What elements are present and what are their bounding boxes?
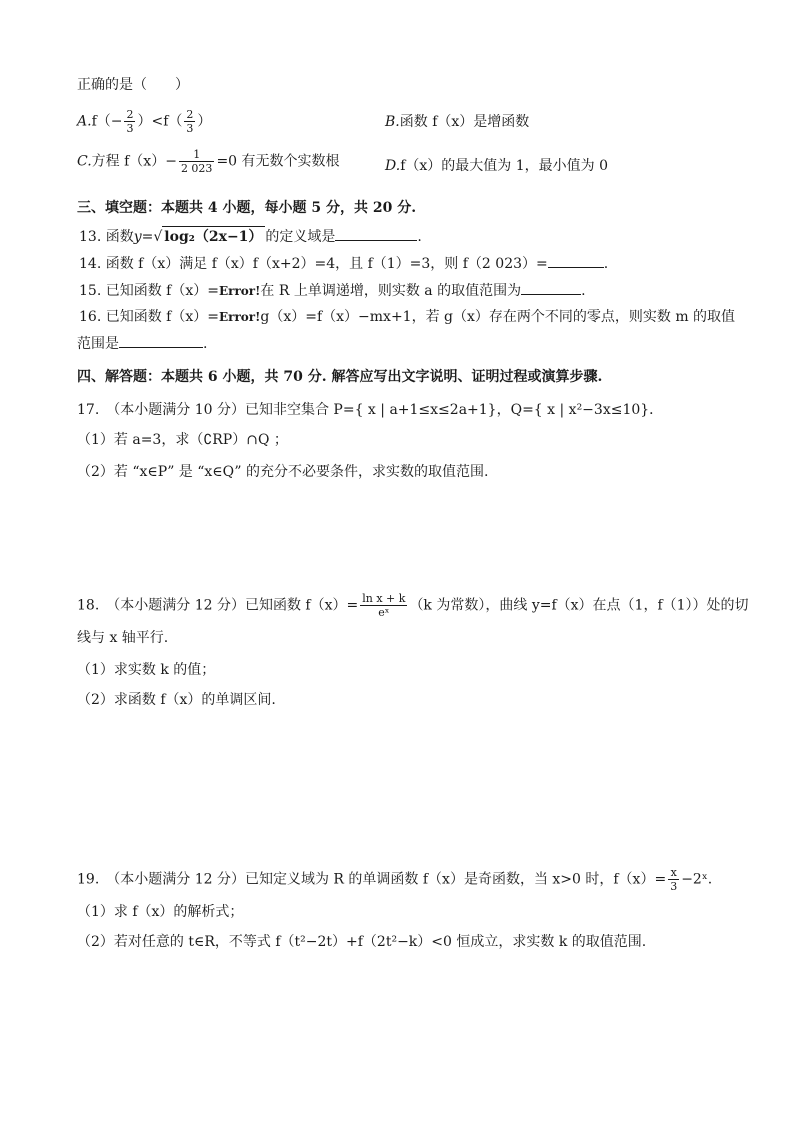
q12-option-a bbox=[77, 108, 211, 135]
q16 bbox=[79, 307, 735, 327]
option-a-mid: ）< bbox=[137, 113, 164, 130]
q12-option-d bbox=[385, 156, 608, 176]
q15-error: Error! bbox=[218, 284, 261, 298]
q14-text: 函数 f（x）满足 f（x）f（x+2）=4，且 f（1）=3，则 f（2 023）= bbox=[105, 256, 548, 272]
q13-t2: y= bbox=[133, 229, 154, 245]
option-a-frac1 bbox=[124, 108, 135, 135]
q12-option-b bbox=[385, 112, 529, 132]
q16-t2: g（x）=f（x）−mx+1，若 g（x）存在两个不同的零点，则实数 m 的取值 bbox=[260, 309, 736, 325]
q15-t1: 已知函数 f（x）= bbox=[105, 283, 219, 299]
frac-den: 2 023 bbox=[180, 162, 213, 175]
frac-num: 2 bbox=[126, 108, 134, 121]
q19-part2: （2）若对任意的 t∈R，不等式 f（t²−2t）+f（2t²−k）<0 恒成立，求实数 k 的取值范围. bbox=[77, 934, 647, 950]
q19-t2: −2ˣ. bbox=[681, 871, 713, 888]
q19-part1: （1）求 f（x）的解析式； bbox=[77, 904, 244, 920]
option-a-frac2 bbox=[184, 108, 195, 135]
q15-end: . bbox=[581, 283, 586, 299]
q16-end: . bbox=[203, 336, 208, 352]
option-a-end: ） bbox=[197, 113, 212, 130]
q16-num: 16. bbox=[79, 309, 102, 325]
q15-t2: 在 R 上单调递增，则实数 a 的取值范围为 bbox=[260, 283, 522, 299]
q13: 13. 函数y=√ log₂（2x−1） 的定义域是 . bbox=[79, 226, 422, 247]
option-c-text2: =0 有无数个实数根 bbox=[216, 153, 340, 170]
q18-t1: 18. （本小题满分 12 分）已知函数 f（x）= bbox=[77, 597, 359, 614]
q13-end: . bbox=[417, 229, 422, 245]
frac-den: 3 bbox=[126, 122, 134, 135]
q18-t2: （k 为常数），曲线 y=f（x）在点（1，f（1））处的切 bbox=[409, 597, 749, 614]
option-a-f2: f（ bbox=[163, 113, 183, 130]
q12-option-c bbox=[77, 148, 340, 175]
q18-part1: （1）求实数 k 的值； bbox=[77, 662, 216, 678]
q14 bbox=[79, 253, 608, 274]
q19-frac bbox=[668, 866, 679, 893]
q16-line2 bbox=[77, 333, 207, 354]
q19-t1: 19. （本小题满分 12 分）已知定义域为 R 的单调函数 f（x）是奇函数，当 x>0 时，f（x）= bbox=[77, 871, 667, 888]
frac-num: x bbox=[668, 866, 679, 880]
frac-den: 3 bbox=[670, 880, 678, 893]
frac-num: ln x + k bbox=[362, 592, 406, 605]
q18-stem bbox=[77, 592, 749, 619]
q18-line2: 线与 x 轴平行. bbox=[77, 630, 169, 646]
option-d-text: f（x）的最大值为 1，最小值为 0 bbox=[400, 158, 608, 174]
section3-title: 三、填空题：本题共 4 小题，每小题 5 分，共 20 分. bbox=[77, 200, 417, 216]
q15-answer-blank bbox=[521, 280, 581, 295]
q19-stem bbox=[77, 866, 712, 893]
q15 bbox=[79, 280, 586, 301]
q14-answer-blank bbox=[548, 253, 604, 268]
q12-stem: 正确的是（ ） bbox=[77, 77, 189, 93]
option-a-label: A. bbox=[77, 113, 92, 130]
option-b-label: B. bbox=[385, 114, 400, 130]
q13-t1: 函数 bbox=[105, 229, 134, 245]
option-c-text1: 方程 f（x）− bbox=[91, 153, 177, 170]
q16-error: Error! bbox=[218, 310, 261, 324]
q13-t3: 的定义域是 bbox=[265, 229, 336, 245]
option-a-f1: f（− bbox=[91, 113, 123, 130]
section4-title: 四、解答题：本题共 6 小题，共 70 分. 解答应写出文字说明、证明过程或演算步骤. bbox=[77, 369, 603, 385]
q15-num: 15. bbox=[79, 283, 102, 299]
q13-num: 13. bbox=[79, 229, 102, 245]
frac-num: 1 bbox=[179, 148, 215, 162]
option-b-text: 函数 f（x）是增函数 bbox=[399, 114, 530, 130]
option-c-frac bbox=[179, 148, 215, 175]
option-c-label: C. bbox=[77, 153, 92, 170]
q16-answer-blank bbox=[119, 333, 203, 348]
q16-t3: 范围是 bbox=[77, 336, 119, 352]
q14-num: 14. bbox=[79, 256, 102, 272]
q17-stem: 17. （本小题满分 10 分）已知非空集合 P={ x | a+1≤x≤2a+1}，Q={ x | x²−3x≤10}． bbox=[77, 402, 664, 418]
frac-den: eˣ bbox=[378, 606, 390, 619]
q18-part2: （2）求函数 f（x）的单调区间. bbox=[77, 692, 276, 708]
q17-part1: （1）若 a=3，求（∁RP）∩Q ； bbox=[77, 432, 288, 448]
q18-frac bbox=[360, 592, 407, 619]
option-d-label: D. bbox=[385, 158, 401, 174]
q17-part2: （2）若 “x∈P” 是 “x∈Q” 的充分不必要条件，求实数的取值范围. bbox=[77, 464, 489, 480]
q13-sqrt: log₂（2x−1） bbox=[162, 226, 265, 247]
q16-t1: 已知函数 f（x）= bbox=[105, 309, 219, 325]
frac-den: 3 bbox=[186, 122, 194, 135]
frac-num: 2 bbox=[186, 108, 194, 121]
q14-end: . bbox=[603, 256, 609, 272]
q13-answer-blank bbox=[335, 226, 417, 241]
